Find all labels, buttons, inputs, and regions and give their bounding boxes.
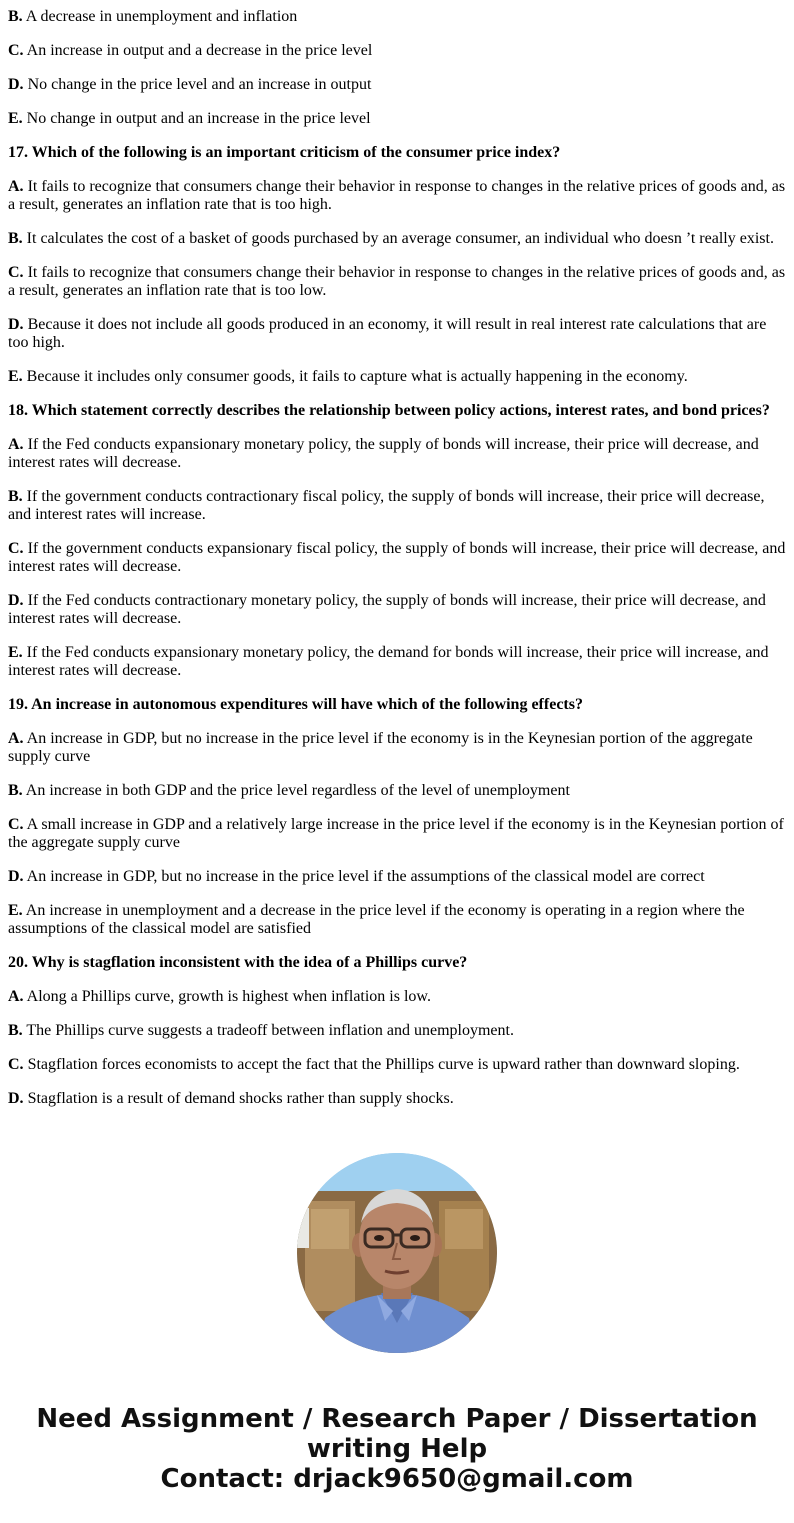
option-text: An increase in unemployment and a decrease in the price level if the economy is operating in a region where the assumptions of the classical model are satisfied	[8, 902, 745, 937]
option-text: If the government conducts expansionary fiscal policy, the supply of bonds will increase, their price will decrease, and interest rates will decrease.	[8, 540, 786, 575]
option-letter: D.	[8, 592, 24, 609]
answer-option	[8, 110, 786, 128]
option-text: It fails to recognize that consumers change their behavior in response to changes in the relative prices of goods and, as a result, generates an inflation rate that is too low.	[8, 264, 786, 299]
option-text: Along a Phillips curve, growth is highest when inflation is low.	[23, 988, 431, 1005]
option-text: Stagflation is a result of demand shocks rather than supply shocks.	[23, 1090, 454, 1107]
option-letter: D.	[8, 1090, 24, 1107]
option-text: An increase in output and a decrease in the price level	[23, 42, 373, 59]
option-letter: C.	[8, 264, 24, 281]
question-text: 19. An increase in autonomous expenditures will have which of the following effects?	[8, 696, 583, 713]
option-letter: D.	[8, 868, 24, 885]
answer-option	[8, 230, 786, 248]
answer-option	[8, 76, 786, 94]
answer-option	[8, 488, 786, 524]
answer-option	[8, 592, 786, 628]
option-letter: B.	[8, 230, 23, 247]
option-letter: C.	[8, 816, 24, 833]
answer-option	[8, 42, 786, 60]
answer-option	[8, 8, 786, 26]
answer-option	[8, 368, 786, 386]
contact-banner	[0, 1404, 794, 1494]
option-text: Because it includes only consumer goods, it fails to capture what is actually happening in the economy.	[22, 368, 688, 385]
portrait-image	[297, 1153, 497, 1353]
option-letter: E.	[8, 902, 23, 919]
option-text: If the Fed conducts expansionary monetary policy, the supply of bonds will increase, their price will decrease, and interest rates will decrease.	[8, 436, 759, 471]
option-letter: A.	[8, 988, 24, 1005]
answer-option	[8, 902, 786, 938]
option-letter: B.	[8, 488, 23, 505]
question-text: 17. Which of the following is an important criticism of the consumer price index?	[8, 144, 561, 161]
option-text: It fails to recognize that consumers change their behavior in response to changes in the relative prices of goods and, as a result, generates an inflation rate that is too high.	[8, 178, 786, 213]
answer-option	[8, 1056, 786, 1074]
question-text: 18. Which statement correctly describes the relationship between policy actions, interest rates, and bond prices?	[8, 402, 770, 419]
option-text: The Phillips curve suggests a tradeoff between inflation and unemployment.	[22, 1022, 514, 1039]
option-text: Stagflation forces economists to accept the fact that the Phillips curve is upward rather than downward sloping.	[23, 1056, 740, 1073]
answer-option	[8, 316, 786, 352]
answer-option	[8, 644, 786, 680]
option-letter: A.	[8, 730, 24, 747]
cta-contact: Contact: drjack9650@gmail.com	[160, 1464, 634, 1494]
option-letter: B.	[8, 1022, 23, 1039]
cta-line-1: Need Assignment / Research Paper / Dissertation	[36, 1404, 758, 1434]
option-text: If the Fed conducts expansionary monetary policy, the demand for bonds will increase, their price will increase, and interest rates will decrease.	[8, 644, 769, 679]
author-photo	[297, 1153, 497, 1353]
option-text: If the Fed conducts contractionary monetary policy, the supply of bonds will increase, their price will decrease, and interest rates will decrease.	[8, 592, 766, 627]
option-text: No change in output and an increase in the price level	[22, 110, 371, 127]
answer-option	[8, 436, 786, 472]
option-text: An increase in GDP, but no increase in the price level if the assumptions of the classical model are correct	[23, 868, 705, 885]
answer-option	[8, 816, 786, 852]
option-letter: C.	[8, 1056, 24, 1073]
answer-option	[8, 782, 786, 800]
option-text: A small increase in GDP and a relatively large increase in the price level if the economy is in the Keynesian portion of the aggregate supply curve	[8, 816, 784, 851]
option-text: Because it does not include all goods produced in an economy, it will result in real interest rate calculations that are too high.	[8, 316, 767, 351]
option-text: An increase in GDP, but no increase in the price level if the economy is in the Keynesian portion of the aggregate supply curve	[8, 730, 753, 765]
answer-option	[8, 868, 786, 886]
option-letter: D.	[8, 316, 24, 333]
option-letter: C.	[8, 42, 24, 59]
option-letter: C.	[8, 540, 24, 557]
answer-option	[8, 1090, 786, 1108]
option-letter: A.	[8, 436, 24, 453]
answer-option	[8, 178, 786, 214]
option-letter: D.	[8, 76, 24, 93]
option-text: An increase in both GDP and the price level regardless of the level of unemployment	[22, 782, 570, 799]
option-letter: E.	[8, 644, 23, 661]
option-letter: B.	[8, 8, 23, 25]
question-text: 20. Why is stagflation inconsistent with the idea of a Phillips curve?	[8, 954, 468, 971]
answer-option	[8, 264, 786, 300]
answer-option	[8, 1022, 786, 1040]
option-text: It calculates the cost of a basket of goods purchased by an average consumer, an individual who doesn ’t really exist.	[22, 230, 774, 247]
answer-option	[8, 540, 786, 576]
option-text: No change in the price level and an increase in output	[23, 76, 372, 93]
option-letter: E.	[8, 110, 23, 127]
option-letter: B.	[8, 782, 23, 799]
answer-option	[8, 988, 786, 1006]
option-text: If the government conducts contractionary fiscal policy, the supply of bonds will increase, their price will decrease, and interest rates will increase.	[8, 488, 765, 523]
answer-option	[8, 730, 786, 766]
option-text: A decrease in unemployment and inflation	[22, 8, 298, 25]
cta-line-2: writing Help	[306, 1434, 488, 1464]
option-letter: A.	[8, 178, 24, 195]
option-letter: E.	[8, 368, 23, 385]
